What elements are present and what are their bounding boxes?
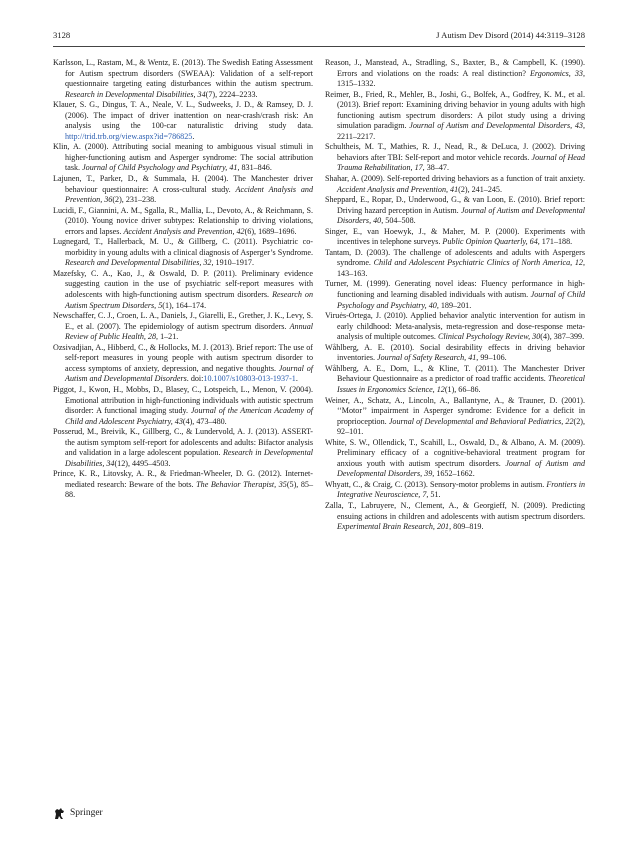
reference-text: Singer, E., van Hoewyk, J., & Maher, M. P. (2000). Experiments with incentives in telephone surveys.: [325, 226, 585, 247]
reference-text-tail: , 1910–1917.: [211, 258, 254, 268]
reference-text: Zalla, T., Labruyere, N., Clement, A., & Georgieff, N. (2009). Predicting ensuing actions in children and adolescents with autism spectrum disorders.: [325, 500, 585, 521]
reference-text-tail: (7), 2224–2233.: [205, 89, 258, 99]
reference-text-tail: , 1–21.: [156, 332, 179, 342]
reference-entry: [53, 311, 313, 343]
reference-entry: [325, 364, 585, 396]
reference-text-tail: (5), 85–88.: [65, 479, 313, 500]
reference-entry: [53, 269, 313, 311]
reference-entry: [325, 195, 585, 227]
reference-source: Research and Developmental Disabilities, 32: [65, 258, 212, 268]
reference-text-tail: (2), 92–101.: [337, 416, 585, 437]
reference-source: Child and Adolescent Psychiatric Clinics of North America, 12: [373, 258, 583, 268]
reference-text: Lugnegard, T., Hallerback, M. U., & Gillberg, C. (2011). Psychiatric co-morbidity in young adults with a clinical diagnosis of Asperger’s Syndrome.: [53, 237, 313, 257]
reference-entry: [325, 343, 585, 364]
reference-text: Turner, M. (1999). Generating novel ideas: Fluency performance in high-functioning and learning disabled individuals with autism.: [325, 279, 585, 300]
reference-doi-link[interactable]: 10.1007/s10803-013-1937-1: [203, 374, 296, 384]
publisher-footer: [53, 805, 103, 821]
reference-text: Piggot, J., Kwon, H., Mobbs, D., Blasey, C., Lotspeich, L., Menon, V. (2004). Emotional attribution in high-functioning individuals with autistic spectrum disorder: A functional imaging study.: [53, 384, 313, 416]
reference-text: Prince, K. R., Litovsky, A. R., & Friedman-Wheeler, D. G. (2012). Internet-mediated research: Beware of the bots.: [53, 469, 313, 489]
reference-entry: [325, 480, 585, 501]
reference-text: Klin, A. (2000). Attributing social meaning to ambiguous visual stimuli in higher-functioning autism and Asperger syndrome: The social attribution task.: [53, 142, 313, 173]
reference-source: Journal of the American Academy of Child and Adolescent Psychiatry, 43: [65, 406, 314, 426]
reference-text: Reason, J., Manstead, A., Stradling, S., Baxter, B., & Campbell, K. (1990). Errors and violations on the roads: A real distinction?: [325, 58, 585, 78]
reference-entry: [325, 311, 585, 343]
reference-text-tail: (1), 66–86.: [444, 384, 481, 394]
reference-source: Journal of Autism and Developmental Disorders, 39: [337, 458, 585, 479]
reference-entry: [53, 58, 313, 100]
reference-text-tail: , 831–846.: [237, 163, 272, 173]
reference-text: Viruės-Ortega, J. (2010). Applied behavior analytic intervention for autism in early childhood: Meta-analysis, meta-regression and dose-response meta-analysis of multiple outcomes.: [325, 311, 585, 342]
reference-text-tail: , 143–163.: [337, 258, 586, 278]
reference-source: Accident Analysis and Prevention, 42: [123, 226, 245, 236]
reference-text: Weiner, A., Schatz, A., Lincoln, A., Ballantyne, A., & Trauner, D. (2001). ‘‘Motor’’ impairment in Asperger syndrome: Evidence for a deficit in proprioception.: [325, 395, 585, 426]
reference-text-tail: , 2211–2217.: [337, 121, 585, 141]
reference-entry: [53, 142, 313, 174]
reference-text: Schultheis, M. T., Mathies, R. J., Nead, R., & DeLuca, J. (2002). Driving behaviors after TBI: Self-report and motor vehicle records.: [325, 142, 585, 162]
reference-text: Sheppard, E., Ropar, D., Underwood, G., & van Loon, E. (2010). Brief report: Driving hazard perception in Autism.: [325, 195, 585, 215]
reference-source: Theoretical Issues in Ergonomics Science, 12: [337, 374, 585, 394]
reference-entry: [53, 385, 313, 427]
reference-source: Research in Developmental Disabilities, 34: [65, 448, 314, 468]
reference-text-tail: (2), 231–238.: [112, 195, 157, 205]
reference-source: Clinical Psychology Review, 30: [437, 332, 541, 342]
reference-entry: [325, 438, 585, 480]
reference-text-tail: (1), 164–174.: [162, 300, 207, 310]
reference-entry: [325, 248, 585, 280]
reference-text: White, S. W., Ollendick, T., Scahill, L., Oswald, D., & Albano, A. M. (2009). Preliminary efficacy of a cognitive-behavioral treatment program for anxious youth with autism spectrum disorders.: [325, 437, 585, 468]
reference-text-tail: , 1652–1662.: [432, 469, 475, 479]
reference-source: Journal of Safety Research, 41: [377, 353, 477, 363]
reference-source: Journal of Autism and Developmental Disorders: [65, 363, 313, 384]
reference-text: Ozsivadjian, A., Hibberd, C., & Hollocks, M. J. (2013). Brief report: The use of self-report measures in young people with autism spectrum disorder to access symptoms of anxiety, depression, and negative thoughts.: [53, 342, 313, 373]
springer-horse-icon: [53, 807, 66, 820]
reference-source: Experimental Brain Research, 201: [337, 522, 450, 532]
reference-entry: [53, 343, 313, 385]
reference-text-tail: (2), 241–245.: [458, 184, 502, 194]
reference-source: Accident Analysis and Prevention, 36: [65, 184, 313, 205]
reference-text: Karlsson, L., Rastam, M., & Wentz, E. (2013). The Swedish Eating Assessment for Autism spectrum disorders (SWEAA): Validation of a self-report questionnaire targeting eating disturbances within the autism spectrum.: [53, 58, 313, 89]
reference-text-tail: .: [192, 131, 195, 141]
reference-text: Klauer, S. G., Dingus, T. A., Neale, V. L., Sudweeks, J. D., & Ramsey, D. J. (2006). The impact of driver inattention on near-crash/crash risk: An analysis using the 100-car naturalistic driving study data.: [53, 100, 313, 131]
reference-source: Research on Autism Spectrum Disorders, 5: [65, 290, 313, 310]
journal-citation: J Autism Dev Disord (2014) 44:3119–3128: [436, 30, 585, 40]
reference-source: Ergonomics, 33: [529, 68, 583, 78]
reference-text-tail: (6), 1689–1696.: [244, 226, 297, 236]
references-left-column: [53, 58, 313, 501]
reference-entry: [53, 427, 313, 469]
reference-source: Journal of Developmental and Behavioral Pediatrics, 22: [388, 416, 574, 426]
reference-text-tail: , 38–47.: [422, 163, 449, 173]
reference-source: Public Opinion Quarterly, 64: [442, 237, 538, 247]
reference-text-tail: . doi:: [186, 374, 204, 384]
reference-entry: [53, 100, 313, 142]
reference-text: Mazefsky, C. A., Kao, J., & Oswald, D. P. (2011). Preliminary evidence suggesting caution in the use of psychiatric self-report measures with adolescents with high-functioning autism spectrum disorders.: [53, 268, 313, 300]
reference-source: Journal of Child Psychology and Psychiatry, 40: [337, 290, 585, 310]
running-header: [53, 30, 585, 44]
reference-entry: [325, 501, 585, 533]
reference-entry: [53, 206, 313, 238]
reference-source: Journal of Head Trauma Rehabilitation, 17: [337, 152, 585, 173]
reference-text: Posserud, M., Breivik, K., Gillberg, C., & Lundervold, A. J. (2013). ASSERT-the autism symptom self-report for adolescents and adults: Bifactor analysis and validation in a large adolescent population.: [53, 427, 313, 458]
reference-entry: [325, 174, 585, 195]
reference-source: The Behavior Therapist, 35: [196, 479, 287, 489]
reference-text: Shahar, A. (2009). Self-reported driving behaviors as a function of trait anxiety.: [325, 174, 585, 184]
reference-text-tail: .: [295, 374, 298, 384]
reference-entry: [325, 227, 585, 248]
reference-text: Whyatt, C., & Craig, C. (2013). Sensory-motor problems in autism.: [325, 479, 547, 489]
reference-source: Accident Analysis and Prevention, 41: [337, 184, 459, 194]
reference-text-tail: , 504–508.: [381, 216, 416, 226]
publisher-name: Springer: [70, 808, 103, 818]
header-divider: [53, 46, 585, 47]
reference-source: Annual Review of Public Health, 28: [65, 321, 313, 342]
reference-entry: [325, 58, 585, 90]
reference-text: Tantam, D. (2003). The challenge of adolescents and adults with Aspergers syndrome.: [325, 247, 585, 268]
reference-source: Journal of Autism and Developmental Disorders, 43: [409, 121, 583, 131]
reference-source: Journal of Autism and Developmental Disorders, 40: [337, 205, 585, 226]
reference-text: Lucidi, F., Giannini, A. M., Sgalla, R., Mallia, L., Devoto, A., & Reichmann, S. (2010). Young novice driver subtypes: Relationship to driving violations, errors and lapses.: [53, 205, 313, 236]
reference-entry: [53, 469, 313, 501]
reference-text-tail: (4), 473–480.: [182, 416, 227, 426]
reference-text-tail: , 99–106.: [476, 353, 507, 363]
reference-text-tail: , 171–188.: [537, 237, 573, 247]
reference-text-tail: , 51.: [426, 490, 441, 500]
reference-source: Journal of Child Psychology and Psychiatry, 41: [82, 163, 238, 173]
reference-text: Newschaffer, C. J., Croen, L. A., Daniels, J., Giarelli, E., Grether, J. K., Levy, S. E., et al. (2007). The epidemiology of autism spectrum disorders.: [53, 311, 313, 331]
reference-text-tail: , 189–201.: [436, 300, 472, 310]
reference-text: Wåhlberg, A. E. (2010). Social desirability effects in driving behavior inventories.: [325, 342, 585, 363]
reference-entry: [325, 396, 585, 438]
reference-text: Lajunen, T., Parker, D., & Summala, H. (2004). The Manchester driver behaviour questionnaire: A cross-cultural study.: [53, 174, 313, 194]
reference-text: Wåhlberg, A. E., Dorn, L., & Kline, T. (2011). The Manchester Driver Behaviour Questionnaire as a predictor of road traffic accidents.: [325, 363, 585, 384]
reference-source: Research in Developmental Disabilities, 34: [65, 89, 206, 99]
reference-entry: [325, 279, 585, 311]
reference-source: Frontiers in Integrative Neuroscience, 7: [337, 479, 585, 500]
reference-entry: [53, 237, 313, 269]
reference-url-link[interactable]: http://trid.trb.org/view.aspx?id=786825: [65, 131, 193, 141]
reference-entry: [53, 174, 313, 206]
references-right-column: [325, 58, 585, 533]
reference-text-tail: , 809–819.: [449, 522, 484, 532]
reference-entry: [325, 142, 585, 174]
reference-entry: [325, 90, 585, 143]
reference-text-tail: , 1315–1332.: [337, 68, 585, 89]
reference-text-tail: (12), 4495–4503.: [114, 458, 171, 468]
reference-text: Reimer, B., Fried, R., Mehler, B., Joshi, G., Bolfek, A., Godfrey, K. M., et al. (2013). Brief report: Examining driving behavior in young adults with high functioning autism spectrum disorders: A pilot study using a driving simulation paradigm.: [325, 89, 585, 131]
reference-text-tail: (4), 387–399.: [540, 332, 585, 342]
page-number: 3128: [53, 30, 71, 40]
